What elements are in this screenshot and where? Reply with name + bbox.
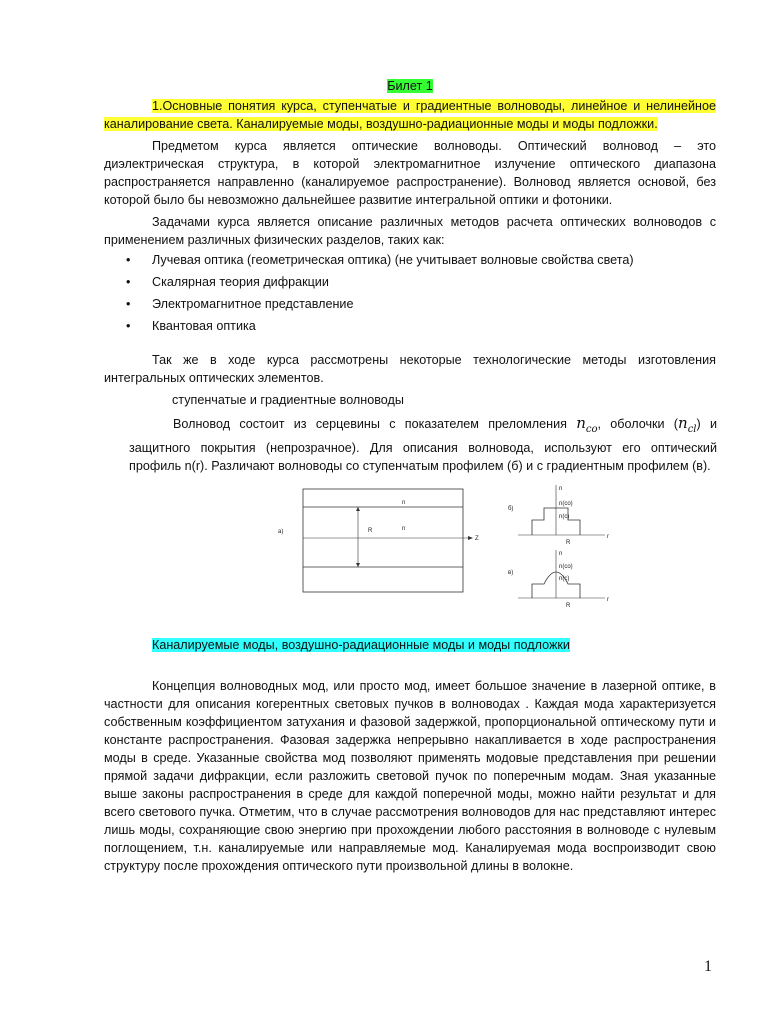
n-core-small-label: n(co): [559, 564, 573, 570]
bullet-icon: •: [126, 319, 131, 333]
n-clad-symbol: $n_{cl}$: [678, 414, 697, 435]
paragraph-waveguide-part: ) и защитного покрытия (непрозрачное). Для описания волновода, используют его оптический профиль n(r). Различают волноводы со ступенчатым профилем (б) и с градиентным профилем (в).: [129, 417, 717, 473]
n-clad-label: n: [402, 500, 406, 506]
list-item-text: Электромагнитное представление: [152, 297, 354, 311]
n-clad-small-label: n(c): [559, 576, 570, 582]
ticket-title-text: Билет 1: [387, 79, 433, 93]
text-column-2: [104, 0, 716, 1024]
figure-label-c: в): [508, 570, 514, 576]
paragraph-tasks: Задачами курса является описание различных методов расчета оптических волноводов с применением различных физических разделов, таких как:: [104, 215, 716, 247]
r-axis-label: r: [607, 534, 609, 540]
section-heading-2-text: Каналируемые моды, воздушно-радиационные моды и моды подложки: [152, 638, 570, 652]
r-axis-label: r: [607, 597, 609, 603]
page-number: 1: [704, 958, 712, 975]
n-axis-label: n: [559, 551, 563, 557]
radius-small-label: R: [566, 540, 571, 546]
section-heading-1-text: 1.Основные понятия курса, ступенчатые и градиентные волноводы, линейное и нелинейное каналирование света. Каналируемые моды, воздушно-радиационные моды и моды подложки.: [104, 99, 716, 131]
list-item-text: Квантовая оптика: [152, 319, 256, 333]
n-core-symbol: $n_{co}$: [576, 414, 598, 435]
figure-label-a: а): [278, 529, 284, 535]
bullet-icon: •: [126, 275, 131, 289]
n-core-small-label: n(co): [559, 501, 573, 507]
sub-heading: ступенчатые и градиентные волноводы: [172, 393, 404, 407]
paragraph-modes: Концепция волноводных мод, или просто мод, имеет большое значение в лазерной оптике, в частности для описания когерентных световых пучков в волноводах . Каждая мода характеризуется собственным коэффициентом затухания и фазовой задержкой, пропорциональной оптическому пути и константе распространения. Фазовая задержка непрерывно накапливается в ходе распространения моды в среде. Указанные свойства мод позволяют применять модовые представления при решении прямой задачи дифракции, если разложить световой пучок по поперечным модам. Зная указанные выше законы распространения в среде для каждой поперечной моды, можно найти результат и для всего светового пучка. Отметим, что в случае рассмотрения волноводов для нас представляют интерес лишь моды, сохраняющие свою энергию при прохождении любого расстояния в волноводе с нулевым поглощением, т.н. каналируемые или направляемые мод. Каналируемая мода воспроизводит свою структуру после прохождения оптического пути произвольной длины в волокне.: [104, 679, 716, 873]
figure-label-b: б): [508, 506, 514, 512]
radius-small-label: R: [566, 603, 571, 609]
n-clad-small-label: n(c): [559, 514, 570, 520]
list-item-text: Скалярная теория дифракции: [152, 275, 329, 289]
list-item-text: Лучевая оптика (геометрическая оптика) (не учитывает волновые свойства света): [152, 253, 634, 267]
n-core-label: n: [402, 526, 406, 532]
paragraph-waveguide-part: Волновод состоит из серцевины с показателем преломления: [173, 417, 577, 431]
bullet-icon: •: [126, 253, 131, 267]
bullet-icon: •: [126, 297, 131, 311]
paragraph-waveguide-part: , оболочки (: [597, 417, 679, 431]
n-axis-label: n: [559, 486, 563, 492]
z-axis-label: Z: [475, 536, 479, 542]
paragraph-intro: Предметом курса является оптические волноводы. Оптический волновод – это диэлектрическая структура, в которой электромагнитное излучение оптического диапазона распространяется направленно (каналируемое распространение). Волновод является основой, без которой было бы невозможно дальнейшее развитие интегральной оптики и фотоники.: [104, 139, 716, 207]
paragraph-technology: Так же в ходе курса рассмотрены некоторые технологические методы изготовления интегральных оптических элементов.: [104, 353, 716, 385]
radius-label: R: [368, 528, 373, 534]
